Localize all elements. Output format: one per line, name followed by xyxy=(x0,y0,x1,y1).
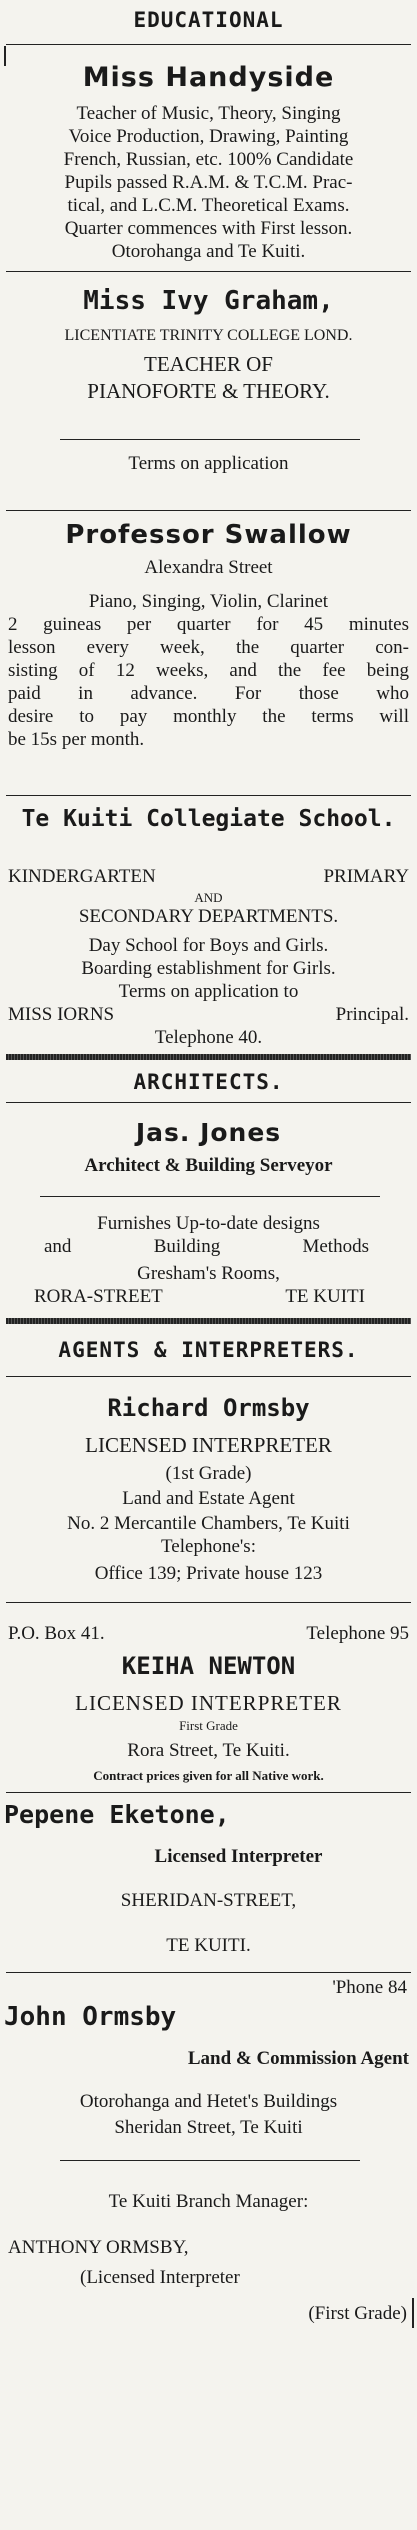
ad-line: Otorohanga and Hetet's Buildings xyxy=(79,2091,338,2112)
advertiser-name-jones: Jas. Jones xyxy=(135,1118,282,1147)
ad-line: Pupils passed R.A.M. & T.C.M. Prac- xyxy=(64,172,353,193)
ad-line: Terms on application xyxy=(128,453,289,474)
advertiser-name-handyside: Miss Handyside xyxy=(82,62,335,93)
ad-line: (Licensed Interpreter xyxy=(80,2267,240,2288)
advertiser-name-richard-ormsby: Richard Ormsby xyxy=(107,1394,310,1422)
section-heading-educational: EDUCATIONAL xyxy=(133,8,284,32)
ad-line: paid in advance. For those who xyxy=(8,683,409,704)
ad-line: AND xyxy=(194,890,223,905)
ad-line: Telephone 40. xyxy=(154,1027,263,1048)
ad-line: Quarter commences with First lesson. xyxy=(64,218,353,239)
ad-line: Contract prices given for all Native work. xyxy=(93,1768,324,1783)
ad-line: ANTHONY ORMSBY, xyxy=(8,2237,189,2258)
ad-line: Rora Street, Te Kuiti. xyxy=(127,1740,290,1761)
ad-line: PIANOFORTE & THEORY. xyxy=(87,379,330,403)
ad-line: French, Russian, etc. 100% Candidate xyxy=(63,149,354,170)
ad-text: KINDERGARTEN xyxy=(8,866,156,887)
ad-line: Teacher of Music, Theory, Singing xyxy=(76,103,341,124)
ad-line: First Grade xyxy=(179,1718,238,1733)
ad-line: Telephone's: xyxy=(161,1536,256,1557)
divider xyxy=(6,1054,411,1060)
ad-line: (1st Grade) xyxy=(165,1463,252,1484)
divider xyxy=(6,1318,411,1324)
ad-line: (First Grade) xyxy=(308,2303,407,2324)
advertiser-name-eketone: Pepene Eketone, xyxy=(4,1800,230,1829)
advertiser-name-newton: KEIHA NEWTON xyxy=(121,1652,296,1680)
ad-line: desire to pay monthly the terms will xyxy=(8,706,409,727)
section-heading-agents: AGENTS & INTERPRETERS. xyxy=(58,1338,359,1362)
ad-line: Boarding establishment for Girls. xyxy=(81,958,336,979)
ad-line: SECONDARY DEPARTMENTS. xyxy=(78,906,339,927)
ad-line: TEACHER OF xyxy=(144,352,273,376)
ad-line: Furnishes Up-to-date designs xyxy=(97,1213,320,1234)
ad-line: Sheridan Street, Te Kuiti xyxy=(114,2117,303,2138)
divider xyxy=(6,1602,411,1603)
ad-text: and xyxy=(44,1236,72,1257)
ad-line xyxy=(0,1622,417,1645)
ad-line xyxy=(0,1285,417,1308)
divider xyxy=(6,1102,411,1103)
ad-line: Te Kuiti Branch Manager: xyxy=(108,2191,309,2212)
ad-text: Telephone 95 xyxy=(306,1623,409,1644)
ad-line: LICENTIATE TRINITY COLLEGE LOND. xyxy=(64,327,353,344)
ad-line: LICENSED INTERPRETER xyxy=(85,1433,332,1457)
advertiser-name-graham: Miss Ivy Graham, xyxy=(83,286,334,316)
advertiser-name-swallow: Professor Swallow xyxy=(65,520,352,550)
ad-line: sisting of 12 weeks, and the fee being xyxy=(8,660,409,681)
ad-line xyxy=(0,866,417,888)
ad-line: Office 139; Private house 123 xyxy=(94,1563,323,1584)
divider xyxy=(6,795,411,796)
ad-line: lesson every week, the quarter con- xyxy=(8,637,409,658)
ad-line: Day School for Boys and Girls. xyxy=(88,935,329,956)
ad-line xyxy=(0,1235,417,1258)
divider xyxy=(6,271,411,272)
ad-line: Licensed Interpreter xyxy=(154,1846,323,1867)
divider xyxy=(60,2160,360,2161)
ad-line: Land and Estate Agent xyxy=(122,1488,295,1509)
ad-text: PRIMARY xyxy=(323,866,409,887)
ad-text: MISS IORNS xyxy=(8,1004,115,1025)
ad-line: Land & Commission Agent xyxy=(187,2048,409,2069)
divider xyxy=(6,44,411,45)
ad-line: Voice Production, Drawing, Painting xyxy=(68,126,349,147)
ad-line: Alexandra Street xyxy=(144,557,273,578)
ad-text: Building xyxy=(153,1236,221,1257)
ad-text: Methods xyxy=(302,1236,369,1257)
ad-line: be 15s per month. xyxy=(8,729,145,750)
advertiser-name-collegiate: Te Kuiti Collegiate School. xyxy=(21,806,396,832)
divider xyxy=(40,1196,380,1197)
section-heading-architects: ARCHITECTS. xyxy=(133,1070,284,1094)
ad-text: RORA-STREET xyxy=(34,1286,163,1307)
divider xyxy=(6,510,411,511)
ad-line xyxy=(0,1003,417,1026)
ad-text: P.O. Box 41. xyxy=(8,1623,105,1644)
ad-line: Piano, Singing, Violin, Clarinet xyxy=(88,591,329,612)
ad-line: 'Phone 84 xyxy=(332,1977,407,1998)
divider xyxy=(412,2298,414,2328)
ad-line: TE KUITI. xyxy=(166,1935,251,1956)
ad-line: LICENSED INTERPRETER xyxy=(75,1691,342,1715)
ad-line: SHERIDAN-STREET, xyxy=(120,1890,297,1911)
divider xyxy=(6,1376,411,1377)
ad-line: 2 guineas per quarter for 45 minutes xyxy=(8,614,409,635)
ad-line: Terms on application to xyxy=(118,981,299,1002)
divider xyxy=(6,1792,411,1793)
ad-line: No. 2 Mercantile Chambers, Te Kuiti xyxy=(67,1513,350,1534)
advertiser-name-john-ormsby: John Ormsby xyxy=(4,2002,177,2032)
divider xyxy=(6,1972,411,1973)
ad-text: Principal. xyxy=(335,1004,409,1025)
ad-line: Otorohanga and Te Kuiti. xyxy=(111,241,306,262)
ad-text: TE KUITI xyxy=(285,1286,365,1307)
ad-line: Architect & Building Serveyor xyxy=(84,1155,333,1176)
divider xyxy=(60,439,360,440)
ad-line: Gresham's Rooms, xyxy=(137,1263,280,1284)
ad-line: tical, and L.C.M. Theoretical Exams. xyxy=(67,195,350,216)
